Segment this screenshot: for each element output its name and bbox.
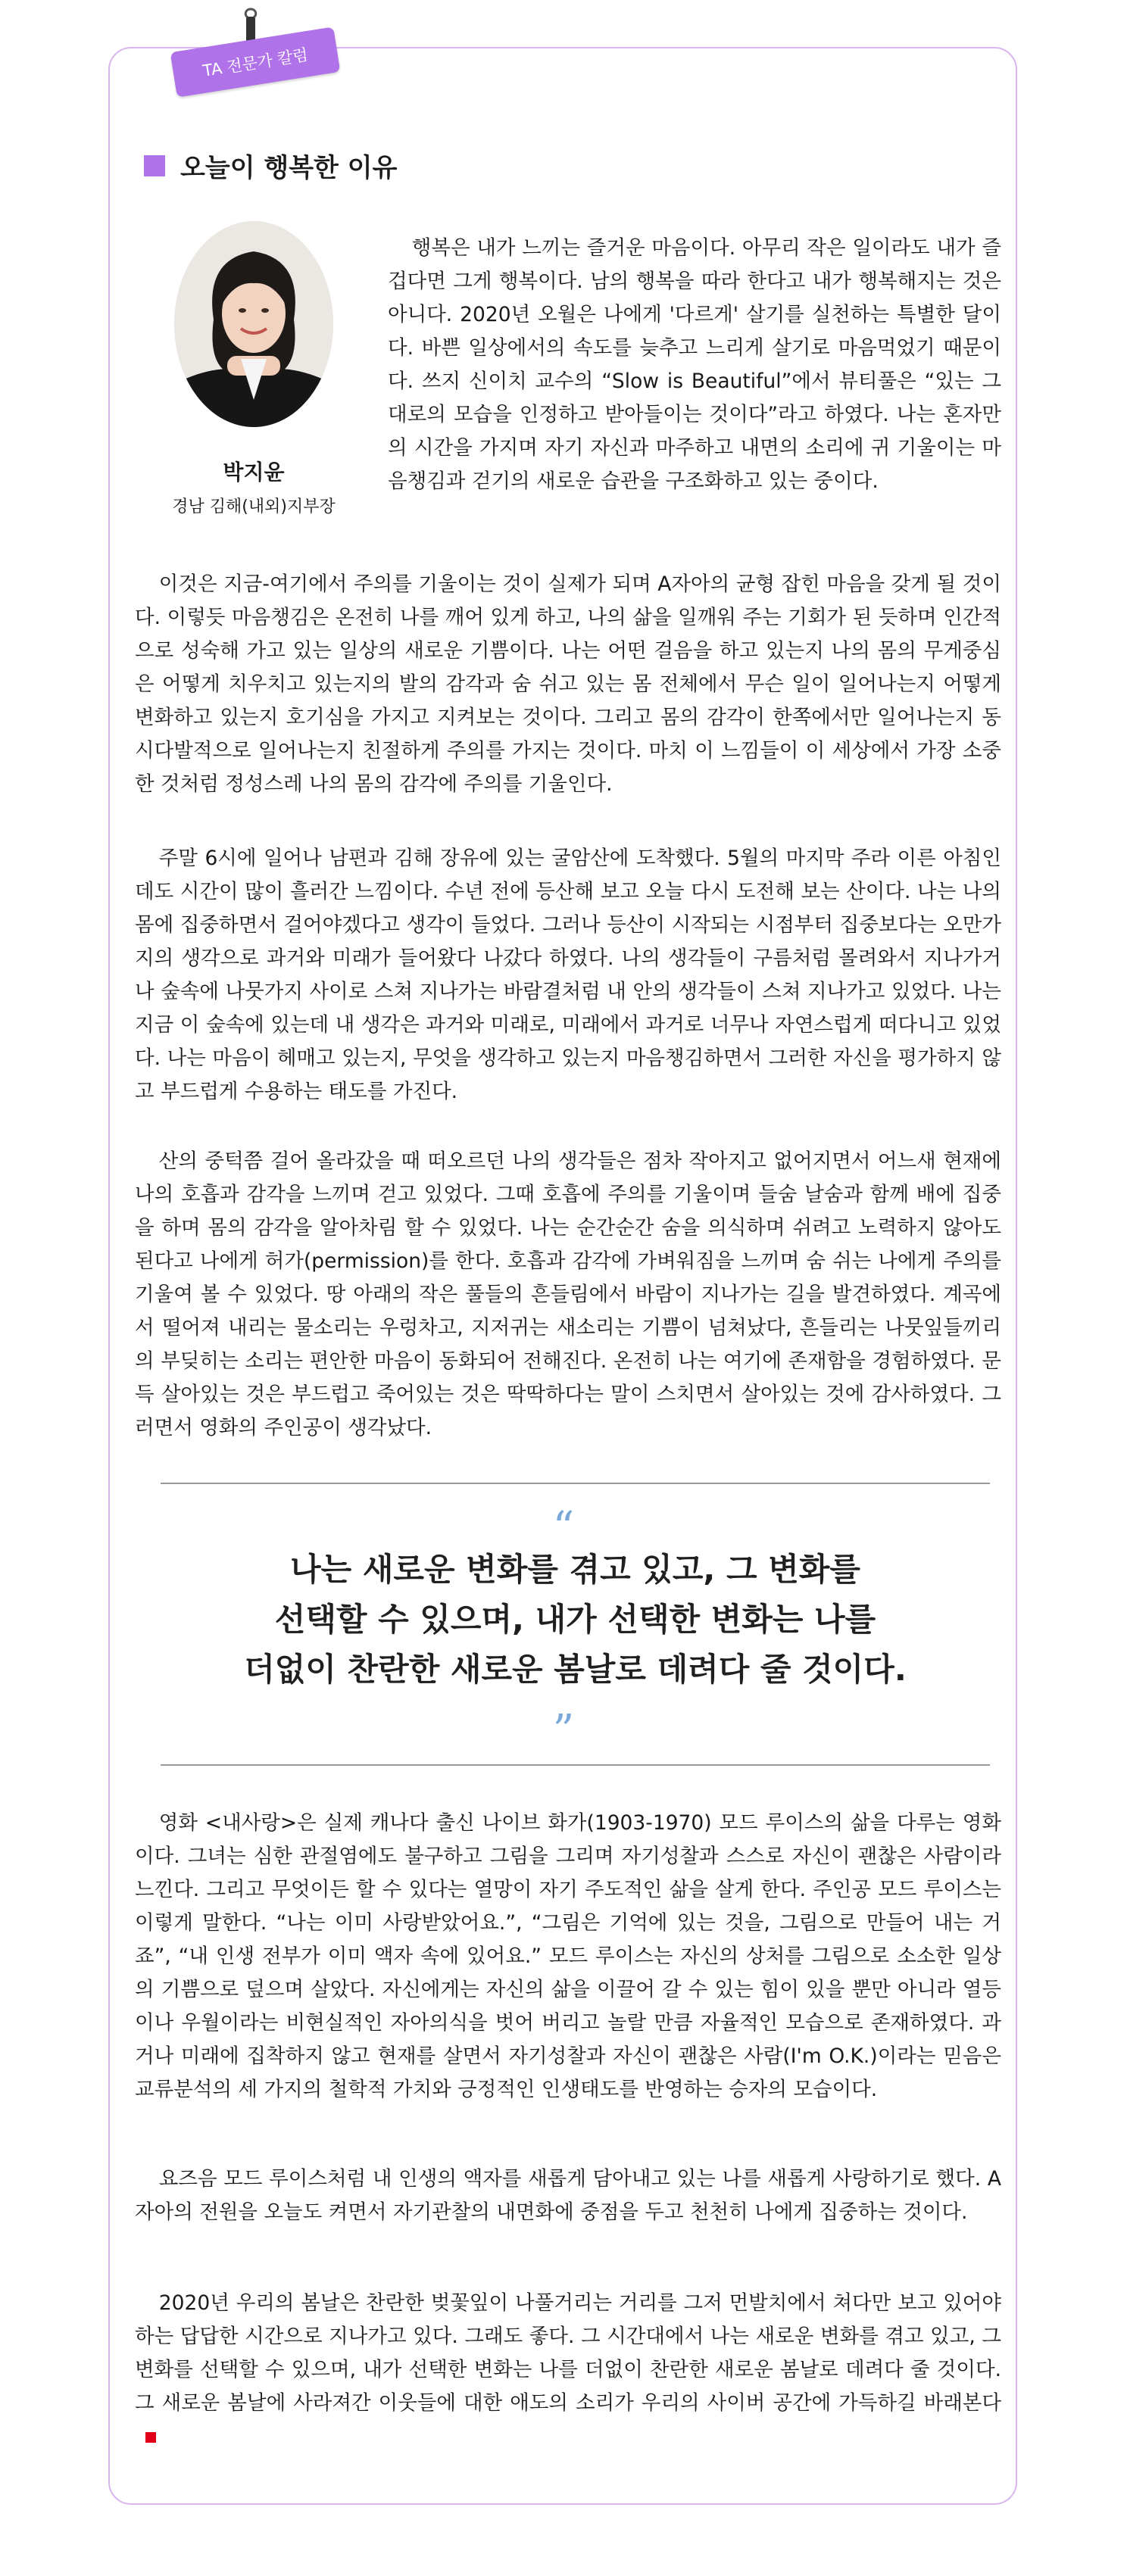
pull-quote — [161, 1545, 990, 1695]
open-quote-icon: “ — [552, 1503, 575, 1552]
quote-top-rule — [161, 1483, 990, 1484]
body-paragraph-7 — [135, 2287, 1001, 2453]
section-title: 오늘이 행복한 이유 — [180, 153, 398, 183]
author-name: 박지윤 — [223, 460, 285, 485]
close-quote-icon: ” — [552, 1706, 575, 1755]
quote-bottom-rule — [161, 1764, 990, 1766]
author-photo — [174, 221, 333, 427]
pull-quote-line: 더없이 찬란한 새로운 봄날로 데려다 줄 것이다. — [244, 1651, 907, 1688]
body-paragraph-6: 요즈음 모드 루이스처럼 내 인생의 액자를 새롭게 담아내고 있는 나를 새롭게 사랑하기로 했다. A자아의 전원을 오늘도 켜면서 자기관찰의 내면화에 중점을 두고 천천히 나에게 집중하는 것이다. — [135, 2167, 1001, 2224]
purple-square-icon — [144, 155, 165, 176]
body-paragraph-5: 영화 <내사랑>은 실제 캐나다 출신 나이브 화가(1903-1970) 모드 루이스의 삶을 다루는 영화이다. 그녀는 심한 관절염에도 불구하고 그림을 그리며 자기성찰과 스스로 자신이 괜찮은 사람이라 느낀다. 그리고 무엇이든 할 수 있다는 열망이 자기 주도적인 삶을 살게 한다. 주인공 모드 루이스는 이렇게 말한다. “나는 이미 사랑받았어요.”, “그림은 기억에 있는 것을, 그림으로 만들어 내는 거죠”, “내 인생 전부가 이미 액자 속에 있어요.” 모드 루이스는 자신의 상처를 그림으로 소소한 일상의 기쁨으로 덮으며 살았다. 자신에게는 자신의 삶을 이끌어 갈 수 있는 힘이 있을 뿐만 아니라 열등이나 우월이라는 비현실적인 자아의식을 벗어 버리고 놀랄 만큼 자율적인 모습으로 존재하였다. 과거나 미래에 집착하지 않고 현재를 살면서 자기성찰과 자신이 괜찮은 사람(I'm O.K.)이라는 믿음은 교류분석의 세 가지의 철학적 가치와 긍정적인 인생태도를 반영하는 승자의 모습이다. — [135, 1811, 1001, 2101]
body-paragraph-4: 산의 중턱쯤 걸어 올라갔을 때 떠오르던 나의 생각들은 점차 작아지고 없어지면서 어느새 현재에 나의 호흡과 감각을 느끼며 걷고 있었다. 그때 호흡에 주의를 기울이며 들숨 날숨과 함께 배에 집중을 하며 몸의 감각을 알아차림 할 수 있었다. 나는 순간순간 숨을 의식하며 쉬려고 노력하지 않아도 된다고 나에게 허가(permission)를 한다. 호흡과 감각에 가벼워짐을 느끼며 숨 쉬는 나에게 주의를 기울여 볼 수 있었다. 땅 아래의 작은 풀들의 흔들림에서 바람이 지나가는 길을 발견하였다. 계곡에서 떨어져 내리는 물소리는 우렁차고, 지저귀는 새소리는 기쁨이 넘쳐났다, 흔들리는 나뭇잎들끼리의 부딪히는 소리는 편안한 마음이 동화되어 전해진다. 온전히 나는 여기에 존재함을 경험하였다. 문득 살아있는 것은 부드럽고 죽어있는 것은 딱딱하다는 말이 스치면서 살아있는 것에 감사하였다. 그러면서 영화의 주인공이 생각났다. — [135, 1149, 1001, 1439]
body-paragraph-1: 행복은 내가 느끼는 즐거운 마음이다. 아무리 작은 일이라도 내가 즐겁다면 그게 행복이다. 남의 행복을 따라 한다고 내가 행복해지는 것은 아니다. 2020년 오월은 나에게 '다르게' 살기를 실천하는 특별한 달이다. 바쁜 일상에서의 속도를 늦추고 느리게 살기로 마음먹었기 때문이다. 쓰지 신이치 교수의 “Slow is Beautiful”에서 뷰티풀은 “있는 그대로의 모습을 인정하고 받아들이는 것이다”라고 하였다. 나는 혼자만의 시간을 가지며 자기 자신과 마주하고 내면의 소리에 귀 기울이는 마음챙김과 걷기의 새로운 습관을 구조화하고 있는 중이다. — [388, 236, 1001, 493]
pull-quote-line: 나는 새로운 변화를 겪고 있고, 그 변화를 — [290, 1551, 860, 1588]
author-position: 경남 김해(내외)지부장 — [172, 497, 336, 516]
section-heading — [144, 147, 397, 184]
body-paragraph-3: 주말 6시에 일어나 남편과 김해 장유에 있는 굴암산에 도착했다. 5월의 마지막 주라 이른 아침인데도 시간이 많이 흘러간 느낌이다. 수년 전에 등산해 보고 오늘 다시 도전해 보는 산이다. 나는 나의 몸에 집중하면서 걸어야겠다고 생각이 들었다. 그러나 등산이 시작되는 시점부터 집중보다는 오만가지의 생각으로 과거와 미래가 들어왔다 나갔다 하였다. 나의 생각들이 구름처럼 몰려와서 지나가거나 숲속에 나뭇가지 사이로 스쳐 지나가는 바람결처럼 내 안의 생각들이 스쳐 지나가고 있었다. 나는 지금 이 숲속에 있는데 내 생각은 과거와 미래로, 미래에서 과거로 너무나 자연스럽게 떠다니고 있었다. 나는 마음이 헤매고 있는지, 무엇을 생각하고 있는지 마음챙김하면서 그러한 자신을 평가하지 않고 부드럽게 수용하는 태도를 가진다. — [135, 847, 1001, 1103]
body-paragraph-2: 이것은 지금-여기에서 주의를 기울이는 것이 실제가 되며 A자아의 균형 잡힌 마음을 갖게 될 것이다. 이렇듯 마음챙김은 온전히 나를 깨어 있게 하고, 나의 삶을 일깨워 주는 기회가 된 듯하며 인간적으로 성숙해 가고 있는 일상의 새로운 기쁨이다. 나는 어떤 걸음을 하고 있는지 나의 몸의 무게중심은 어떻게 치우치고 있는지의 발의 감각과 숨 쉬고 있는 몸 전체에서 무슨 일이 일어나는지 어떻게 변화하고 있는지 호기심을 가지고 지켜보는 것이다. 그리고 몸의 감각이 한쪽에서만 일어나는지 동시다발적으로 일어나는지 친절하게 주의를 가지는 것이다. 마치 이 느낌들이 이 세상에서 가장 소중한 것처럼 정성스레 나의 몸의 감각에 주의를 기울인다. — [135, 572, 1001, 796]
pull-quote-line: 선택할 수 있으며, 내가 선택한 변화는 나를 — [274, 1601, 876, 1638]
author-portrait-image — [174, 221, 333, 427]
closing-text: 2020년 우리의 봄날은 찬란한 벚꽃잎이 나풀거리는 거리를 그저 먼발치에서 쳐다만 보고 있어야 하는 답답한 시간으로 지나가고 있다. 그래도 좋다. 그 시간대에서 나는 새로운 변화를 겪고 있고, 그 변화를 선택할 수 있으며, 내가 선택한 변화는 나를 더없이 찬란한 새로운 봄날로 데려다 줄 것이다. 그 새로운 봄날에 사라져간 이웃들에 대한 애도의 소리가 우리의 사이버 공간에 가득하길 바래본다 — [135, 2291, 1001, 2415]
column-tag-label: TA 전문가 칼럼 — [201, 45, 310, 80]
end-mark-icon — [145, 2432, 156, 2443]
